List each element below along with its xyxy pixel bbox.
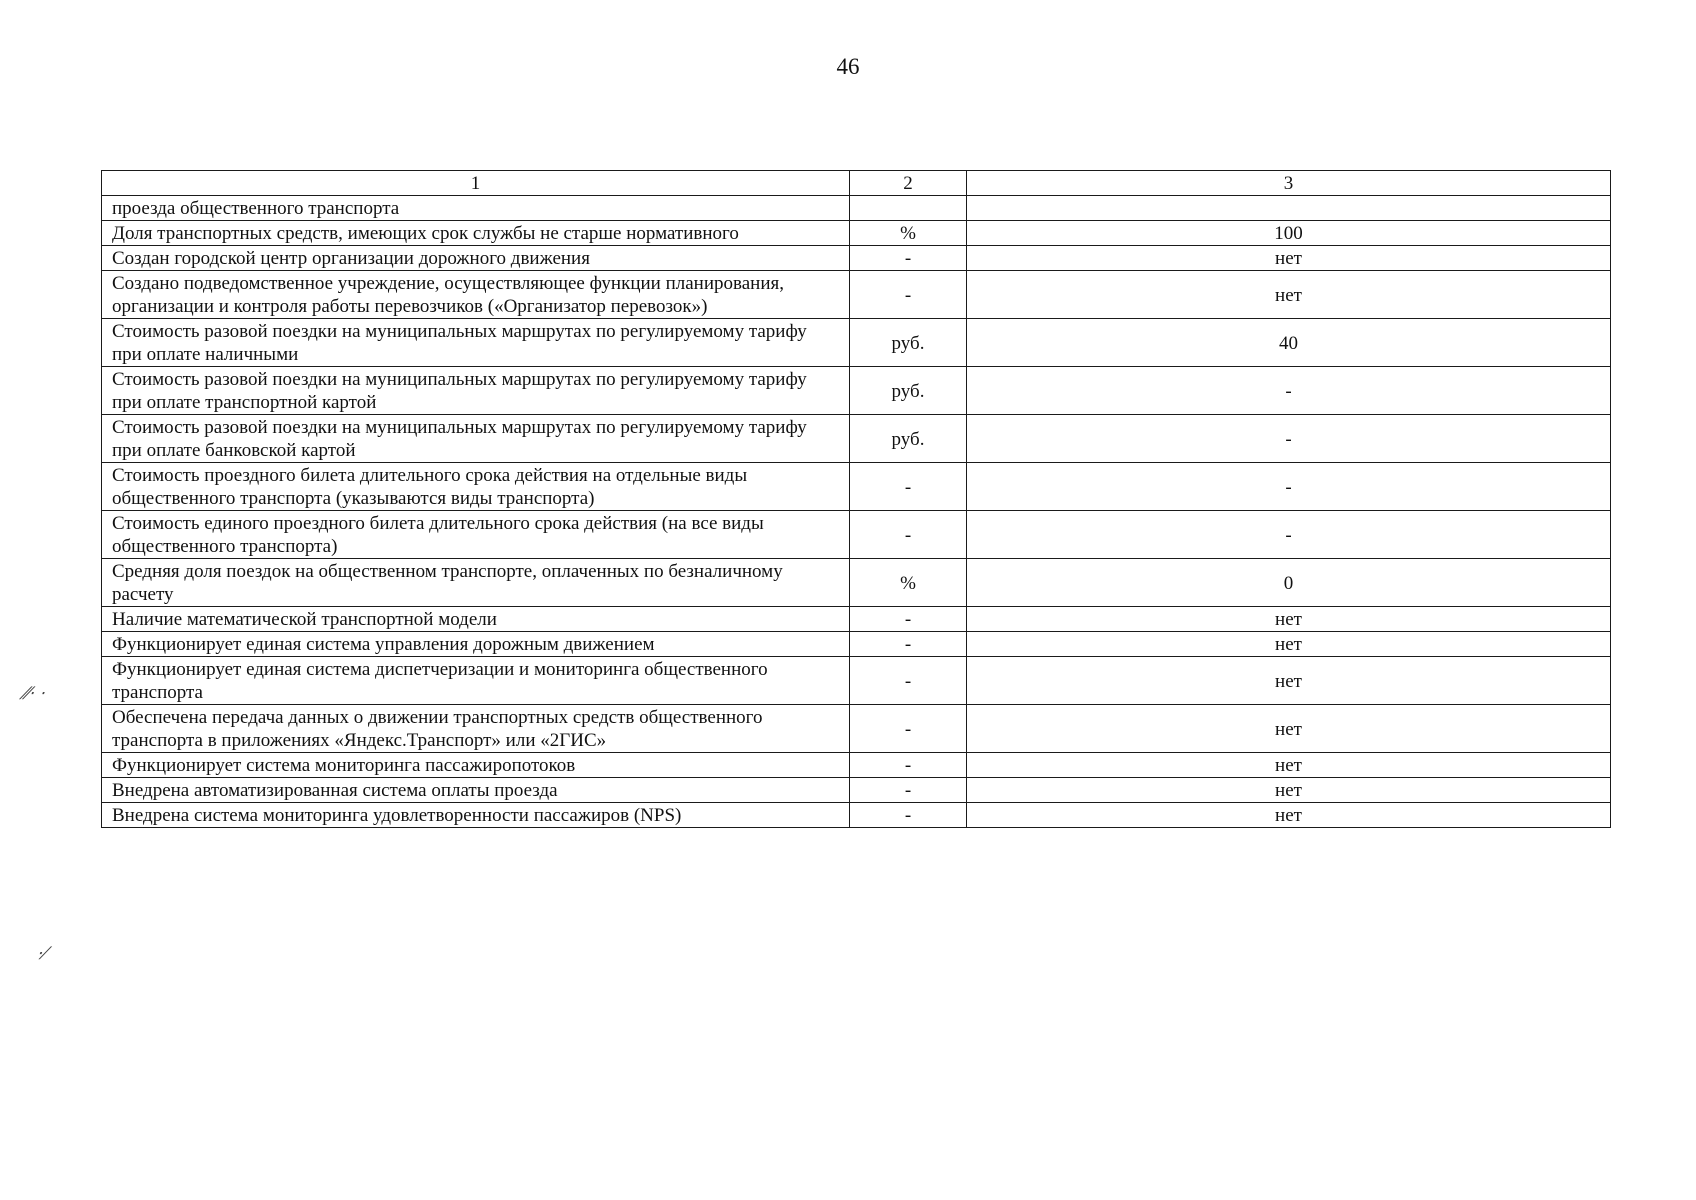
unit-cell: - — [850, 632, 967, 657]
unit-cell: руб. — [850, 415, 967, 463]
indicator-cell: Стоимость разовой поездки на муниципальных маршрутах по регулируемому тарифу при оплате транспортной картой — [102, 367, 850, 415]
table-row — [102, 607, 1611, 632]
unit-cell: - — [850, 657, 967, 705]
table-row — [102, 753, 1611, 778]
value-cell: нет — [967, 705, 1611, 753]
unit-cell: % — [850, 221, 967, 246]
table-row — [102, 632, 1611, 657]
indicator-cell: Функционирует единая система диспетчеризации и мониторинга общественного транспорта — [102, 657, 850, 705]
table-header-row — [102, 171, 1611, 196]
value-cell: - — [967, 415, 1611, 463]
indicator-cell: Стоимость разовой поездки на муниципальных маршрутах по регулируемому тарифу при оплате наличными — [102, 319, 850, 367]
value-cell: нет — [967, 271, 1611, 319]
unit-cell: - — [850, 271, 967, 319]
indicator-cell: Создано подведомственное учреждение, осуществляющее функции планирования, организации и контроля работы перевозчиков («Организатор перевозок») — [102, 271, 850, 319]
unit-cell: - — [850, 511, 967, 559]
unit-cell: руб. — [850, 319, 967, 367]
value-cell: нет — [967, 657, 1611, 705]
value-cell: 0 — [967, 559, 1611, 607]
column-header-1: 1 — [102, 171, 850, 196]
unit-cell: - — [850, 246, 967, 271]
value-cell: нет — [967, 778, 1611, 803]
unit-cell: - — [850, 778, 967, 803]
table-row — [102, 319, 1611, 367]
table-row — [102, 196, 1611, 221]
value-cell: нет — [967, 803, 1611, 828]
unit-cell: - — [850, 463, 967, 511]
table-row — [102, 367, 1611, 415]
indicator-cell: Обеспечена передача данных о движении транспортных средств общественного транспорта в приложениях «Яндекс.Транспорт» или «2ГИС» — [102, 705, 850, 753]
value-cell: нет — [967, 632, 1611, 657]
table-row — [102, 657, 1611, 705]
indicator-cell: Стоимость разовой поездки на муниципальных маршрутах по регулируемому тарифу при оплате банковской картой — [102, 415, 850, 463]
indicators-table — [101, 170, 1611, 828]
value-cell: - — [967, 463, 1611, 511]
table-row — [102, 246, 1611, 271]
value-cell: 40 — [967, 319, 1611, 367]
indicator-cell: Создан городской центр организации дорожного движения — [102, 246, 850, 271]
indicator-cell: проезда общественного транспорта — [102, 196, 850, 221]
table-row — [102, 221, 1611, 246]
table-row — [102, 705, 1611, 753]
value-cell: - — [967, 511, 1611, 559]
value-cell: нет — [967, 246, 1611, 271]
indicator-cell: Функционирует единая система управления дорожным движением — [102, 632, 850, 657]
table-row — [102, 415, 1611, 463]
unit-cell: - — [850, 705, 967, 753]
table-row — [102, 463, 1611, 511]
column-header-2: 2 — [850, 171, 967, 196]
unit-cell: - — [850, 753, 967, 778]
margin-pen-mark: ·⁄ — [34, 944, 50, 964]
indicator-cell: Стоимость проездного билета длительного срока действия на отдельные виды общественного транспорта (указываются виды транспорта) — [102, 463, 850, 511]
unit-cell — [850, 196, 967, 221]
indicator-cell: Наличие математической транспортной модели — [102, 607, 850, 632]
unit-cell: - — [850, 803, 967, 828]
value-cell: 100 — [967, 221, 1611, 246]
table-row — [102, 803, 1611, 828]
unit-cell: % — [850, 559, 967, 607]
table-row — [102, 511, 1611, 559]
margin-pen-mark: ⁄⁄· · — [20, 684, 50, 704]
indicator-cell: Стоимость единого проездного билета длительного срока действия (на все виды общественного транспорта) — [102, 511, 850, 559]
indicator-cell: Внедрена автоматизированная система оплаты проезда — [102, 778, 850, 803]
value-cell: нет — [967, 607, 1611, 632]
value-cell: нет — [967, 753, 1611, 778]
indicator-cell: Доля транспортных средств, имеющих срок службы не старше нормативного — [102, 221, 850, 246]
table-row — [102, 559, 1611, 607]
indicator-cell: Функционирует система мониторинга пассажиропотоков — [102, 753, 850, 778]
value-cell — [967, 196, 1611, 221]
indicator-cell: Средняя доля поездок на общественном транспорте, оплаченных по безналичному расчету — [102, 559, 850, 607]
table-row — [102, 271, 1611, 319]
unit-cell: - — [850, 607, 967, 632]
table-row — [102, 778, 1611, 803]
indicator-cell: Внедрена система мониторинга удовлетворенности пассажиров (NPS) — [102, 803, 850, 828]
page-number: 46 — [836, 54, 860, 79]
unit-cell: руб. — [850, 367, 967, 415]
column-header-3: 3 — [967, 171, 1611, 196]
value-cell: - — [967, 367, 1611, 415]
